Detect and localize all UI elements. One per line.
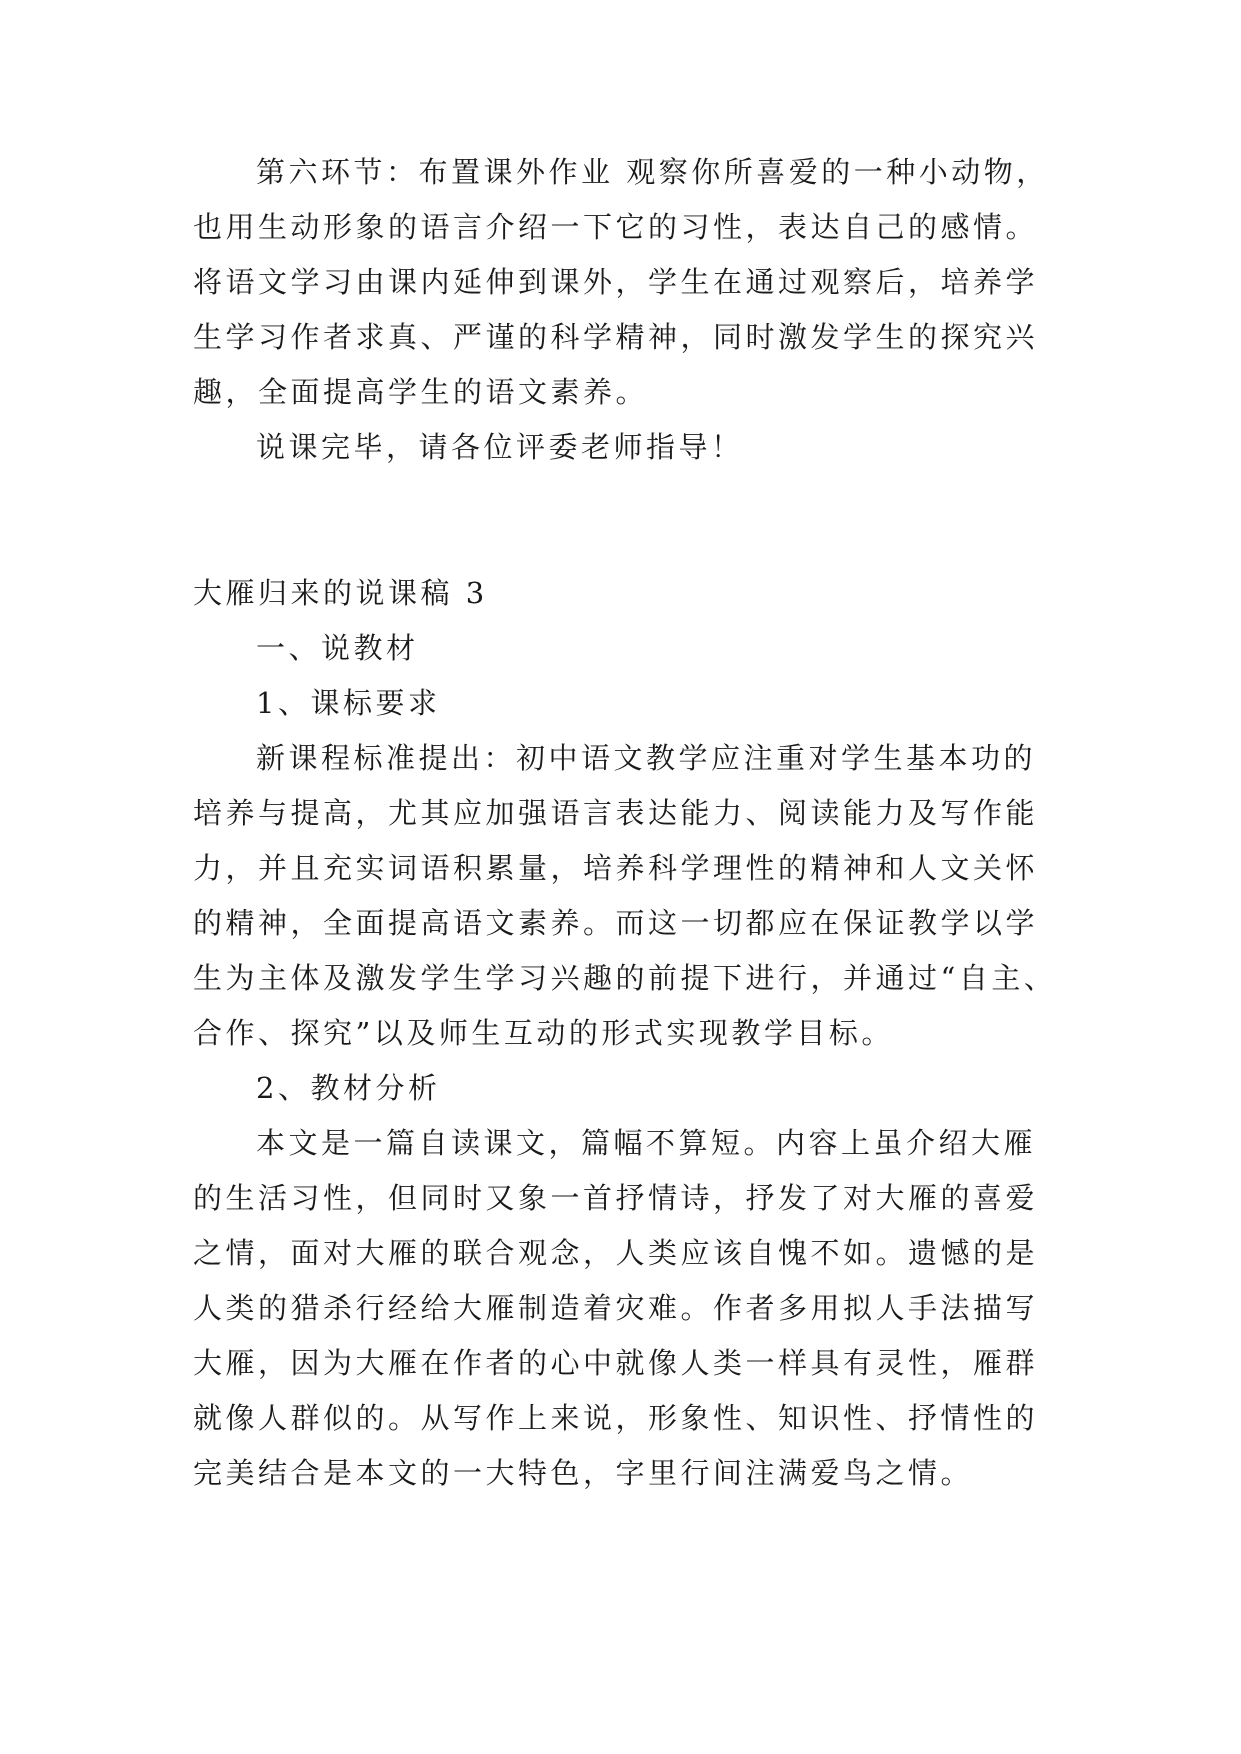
- heading-level-2: 2、教材分析: [256, 1071, 441, 1105]
- paragraph-line: 本文是一篇自读课文，篇幅不算短。内容上虽介绍大雁: [256, 1126, 1037, 1160]
- paragraph-line: 生为主体及激发学生学习兴趣的前提下进行，并通过“自主、: [193, 961, 1057, 995]
- paragraph-line: 完美结合是本文的一大特色，字里行间注满爱鸟之情。: [193, 1456, 974, 1490]
- paragraph-line: 力，并且充实词语积累量，培养科学理性的精神和人文关怀: [193, 851, 1039, 885]
- paragraph-line: 培养与提高，尤其应加强语言表达能力、阅读能力及写作能: [193, 796, 1039, 830]
- paragraph-line: 的精神，全面提高语文素养。而这一切都应在保证教学以学: [193, 906, 1039, 940]
- paragraph-line: 生学习作者求真、严谨的科学精神，同时激发学生的探究兴: [193, 320, 1039, 354]
- paragraph-line: 人类的猎杀行经给大雁制造着灾难。作者多用拟人手法描写: [193, 1291, 1039, 1325]
- paragraph-line: 说课完毕，请各位评委老师指导！: [256, 430, 744, 464]
- paragraph-line: 合作、探究”以及师生互动的形式实现教学目标。: [193, 1016, 894, 1050]
- paragraph-line: 将语文学习由课内延伸到课外，学生在通过观察后，培养学: [193, 265, 1039, 299]
- heading-level-1: 一、说教材: [256, 631, 419, 665]
- paragraph-line: 的生活习性，但同时又象一首抒情诗，抒发了对大雁的喜爱: [193, 1181, 1039, 1215]
- paragraph-line: 就像人群似的。从写作上来说，形象性、知识性、抒情性的: [193, 1401, 1039, 1435]
- paragraph-line: 大雁，因为大雁在作者的心中就像人类一样具有灵性，雁群: [193, 1346, 1039, 1380]
- heading-level-2: 1、课标要求: [256, 686, 441, 720]
- paragraph-line: 趣，全面提高学生的语文素养。: [193, 375, 649, 409]
- paragraph-line: 也用生动形象的语言介绍一下它的习性，表达自己的感情。: [193, 210, 1039, 244]
- section-title: 大雁归来的说课稿 3: [193, 576, 488, 610]
- paragraph-line: 之情，面对大雁的联合观念，人类应该自愧不如。遗憾的是: [193, 1236, 1039, 1270]
- paragraph-line: 第六环节：布置课外作业 观察你所喜爱的一种小动物，: [256, 155, 1049, 189]
- paragraph-line: 新课程标准提出：初中语文教学应注重对学生基本功的: [256, 741, 1037, 775]
